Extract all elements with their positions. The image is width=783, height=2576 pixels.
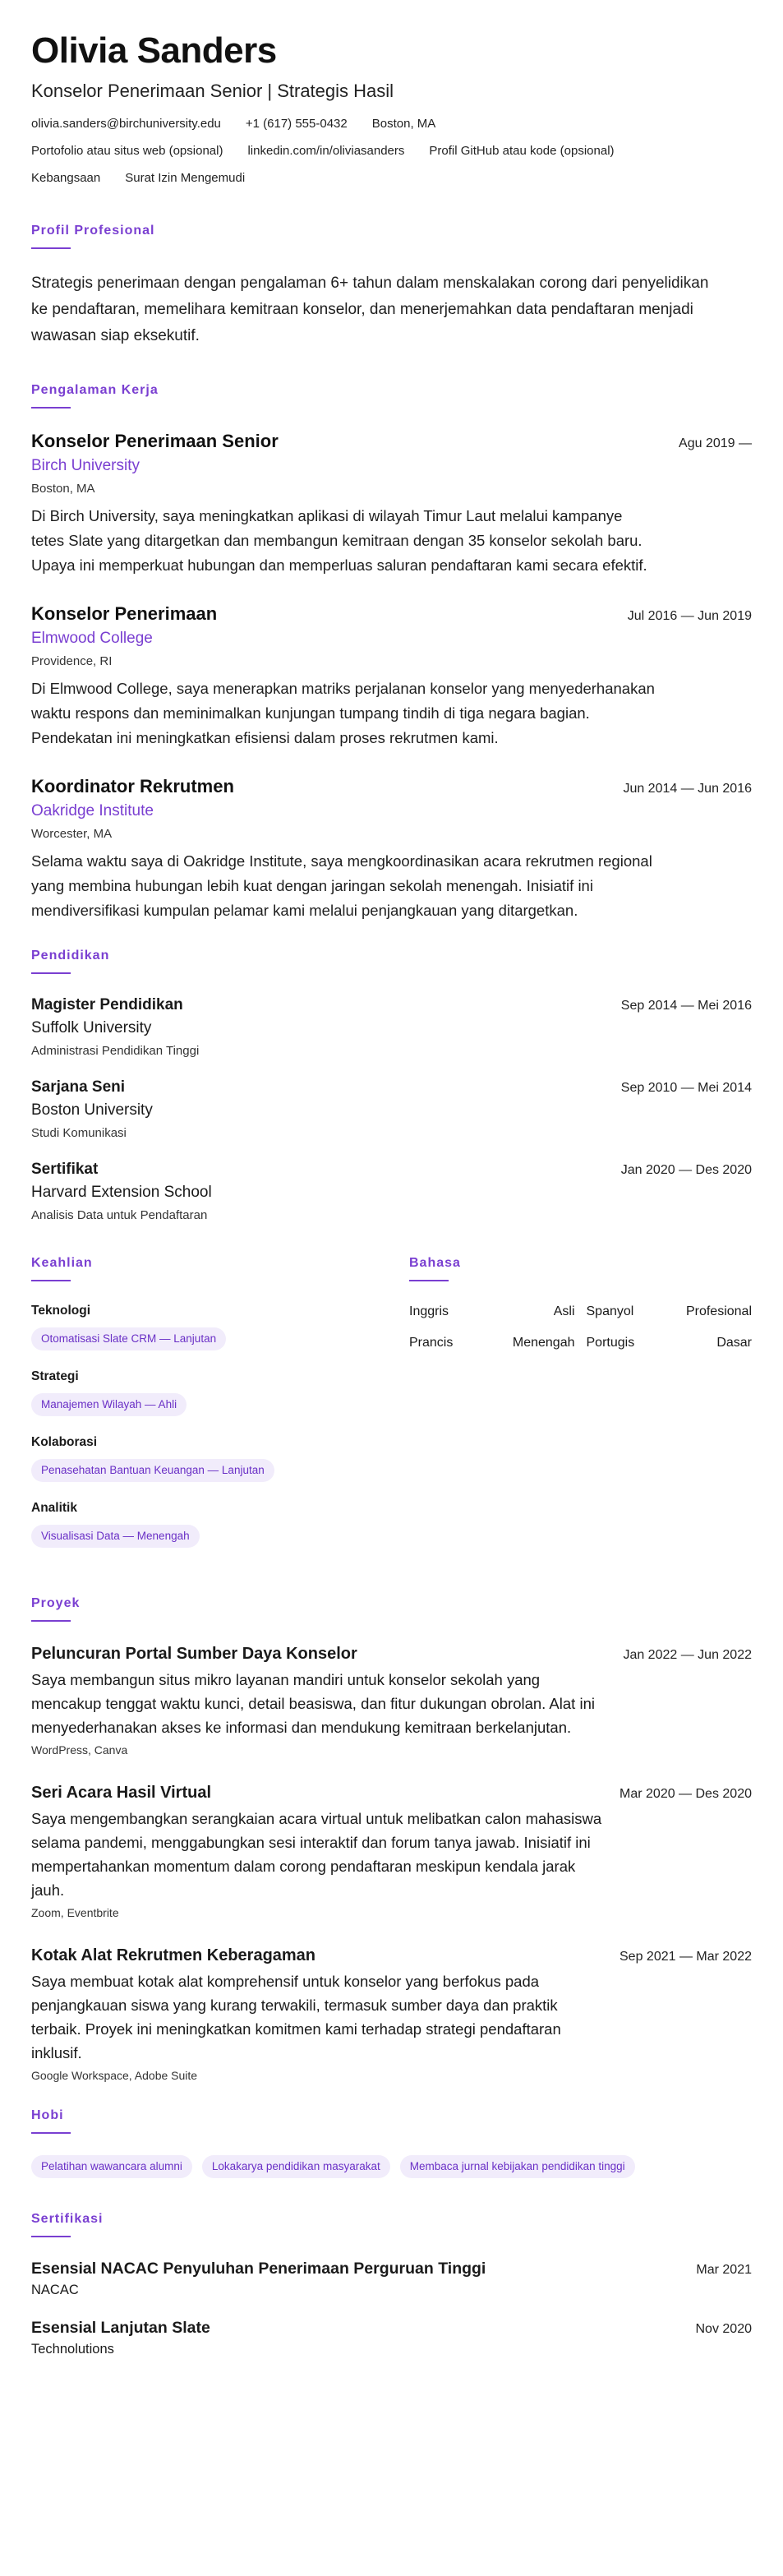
language-item <box>409 1303 575 1321</box>
certification-entry <box>31 2259 752 2298</box>
skills-languages-row <box>31 1255 752 1566</box>
hobby-tag: Lokakarya pendidikan masyarakat <box>202 2155 390 2178</box>
section-divider <box>409 1280 449 1281</box>
job-title: Koordinator Rekrutmen <box>31 776 234 796</box>
project-description: Saya membangun situs mikro layanan mandiri untuk konselor sekolah yang mencakup tenggat waktu kunci, detail beasiswa, dan fitur dukungan obrolan. Alat ini menyederhanakan akses ke informasi dan mendukung kemitraan berkelanjutan. <box>31 1671 595 1736</box>
project-date: Sep 2021 — Mar 2022 <box>619 1950 752 1964</box>
project-title: Kotak Alat Rekrutmen Keberagaman <box>31 1946 316 1964</box>
language-level: Asli <box>553 1304 575 1318</box>
contact-row-extra <box>31 169 752 196</box>
section-divider <box>31 1620 71 1622</box>
job-description: Selama waktu saya di Oakridge Institute, saya mengkoordinasikan acara rekrutmen regional yang membina hubungan lebih kuat dengan jaringan sekolah menengah. Inisiatif ini mendiversifikasi kumpulan pelamar kami melalui penjangkauan yang ditargetkan. <box>31 852 652 919</box>
contact-driving-license: Surat Izin Mengemudi <box>125 171 246 185</box>
section-divider <box>31 247 71 249</box>
job-description: Di Birch University, saya meningkatkan aplikasi di wilayah Timur Laut melalui kampanye tetes Slate yang ditargetkan dan membangun kemitraan dengan 35 konselor sekolah baru. Upaya ini memperkuat hubungan dan memperluas saluran pendaftaran kami secara efektif. <box>31 507 647 574</box>
project-entry <box>31 1945 752 2083</box>
education-field: Administrasi Pendidikan Tinggi <box>31 1044 200 1058</box>
education-section <box>31 948 752 1224</box>
section-divider <box>31 2236 71 2237</box>
certifications-section <box>31 2211 752 2357</box>
skill-category: Teknologi <box>31 1304 91 1318</box>
section-title: Keahlian <box>31 1256 93 1270</box>
education-school: Harvard Extension School <box>31 1184 212 1201</box>
job-date: Jul 2016 — Jun 2019 <box>627 609 752 623</box>
contact-location: Boston, MA <box>371 117 436 131</box>
contact-nationality: Kebangsaan <box>31 171 101 185</box>
section-title: Sertifikasi <box>31 2212 104 2226</box>
education-degree: Sertifikat <box>31 1161 99 1178</box>
job-date: Agu 2019 — <box>679 436 752 450</box>
job-title: Konselor Penerimaan <box>31 603 218 624</box>
education-entry <box>31 995 752 1059</box>
skill-group <box>31 1369 409 1416</box>
section-divider <box>31 972 71 974</box>
project-description: Saya mengembangkan serangkaian acara virtual untuk melibatkan calon mahasiswa selama pandemi, menggabungkan sesi interaktif dan forum tanya jawab. Inisiatif ini mempertahankan momentum dalam corong pendaftaran meskipun kendala jarak jauh. <box>31 1810 602 1899</box>
contact-email: olivia.sanders@birchuniversity.edu <box>31 117 221 131</box>
job-entry <box>31 775 752 923</box>
profile-section <box>31 223 752 349</box>
candidate-headline: Konselor Penerimaan Senior | Strategis Hasil <box>31 81 394 101</box>
experience-section <box>31 382 752 923</box>
section-title: Pengalaman Kerja <box>31 383 159 397</box>
education-date: Sep 2010 — Mei 2014 <box>620 1081 752 1095</box>
certification-issuer: NACAC <box>31 2283 79 2297</box>
job-description: Di Elmwood College, saya menerapkan matriks perjalanan konselor yang menyederhanakan waktu respons dan meminimalkan kunjungan tumpang tindih di tiga negara bagian. Pendekatan ini meningkatkan efisiensi dalam proses rekrutmen kami. <box>31 680 655 746</box>
job-company: Elmwood College <box>31 630 153 647</box>
contact-github: Profil GitHub atau kode (opsional) <box>429 144 615 158</box>
skill-category: Analitik <box>31 1501 77 1515</box>
certification-title: Esensial Lanjutan Slate <box>31 2319 210 2337</box>
language-level: Menengah <box>512 1336 575 1350</box>
skill-tag: Penasehatan Bantuan Keuangan — Lanjutan <box>31 1459 274 1482</box>
skills-section <box>31 1255 409 1566</box>
candidate-name: Olivia Sanders <box>31 30 277 71</box>
job-location: Boston, MA <box>31 482 95 496</box>
profile-summary: Strategis penerimaan dengan pengalaman 6+ tahun dalam menskalakan corong dari penyelidikan ke pendaftaran, memelihara kemitraan konselor, dan menerjemahkan data pendaftaran menjadi wawasan siap eksekutif. <box>31 275 709 344</box>
project-title: Seri Acara Hasil Virtual <box>31 1784 212 1802</box>
section-divider <box>31 407 71 409</box>
language-level: Dasar <box>716 1336 752 1350</box>
contact-linkedin: linkedin.com/in/oliviasanders <box>247 144 405 158</box>
section-divider <box>31 1280 71 1281</box>
job-company: Oakridge Institute <box>31 802 154 819</box>
contact-row-primary <box>31 115 752 142</box>
skill-tag: Visualisasi Data — Menengah <box>31 1525 200 1548</box>
project-date: Jan 2022 — Jun 2022 <box>623 1648 752 1662</box>
hobby-list <box>31 2155 752 2178</box>
hobby-tag: Membaca jurnal kebijakan pendidikan tinggi <box>400 2155 635 2178</box>
certification-date: Mar 2021 <box>696 2263 752 2277</box>
language-level: Profesional <box>685 1304 752 1318</box>
job-entry <box>31 430 752 578</box>
education-entry <box>31 1078 752 1142</box>
contact-portfolio: Portofolio atau situs web (opsional) <box>31 144 223 158</box>
projects-section <box>31 1595 752 2083</box>
language-name: Prancis <box>409 1336 454 1350</box>
project-entry <box>31 1782 752 1920</box>
language-list <box>409 1303 752 1352</box>
skill-group <box>31 1303 409 1350</box>
job-entry <box>31 602 752 750</box>
language-name: Spanyol <box>586 1304 634 1318</box>
skill-tag: Manajemen Wilayah — Ahli <box>31 1393 187 1416</box>
language-item <box>587 1303 753 1321</box>
section-title: Pendidikan <box>31 949 110 963</box>
hobby-tag: Pelatihan wawancara alumni <box>31 2155 192 2178</box>
job-location: Providence, RI <box>31 654 113 668</box>
project-tools: Google Workspace, Adobe Suite <box>31 2069 198 2082</box>
project-description: Saya membuat kotak alat komprehensif untuk konselor yang berfokus pada penjangkauan siswa yang kurang terwakili, termasuk sumber daya dan praktik terbaik. Proyek ini meningkatkan komitmen kami terhadap strategi pendaftaran inklusif. <box>31 1973 561 2061</box>
resume-header <box>31 30 752 196</box>
education-school: Suffolk University <box>31 1019 152 1036</box>
language-item <box>409 1334 575 1352</box>
section-title: Hobi <box>31 2108 64 2122</box>
skill-category: Strategi <box>31 1369 79 1383</box>
section-title: Profil Profesional <box>31 224 155 238</box>
certification-title: Esensial NACAC Penyuluhan Penerimaan Perguruan Tinggi <box>31 2260 486 2278</box>
contact-phone: +1 (617) 555-0432 <box>245 117 348 131</box>
job-title: Konselor Penerimaan Senior <box>31 431 279 451</box>
skill-group <box>31 1434 409 1482</box>
skill-category: Kolaborasi <box>31 1435 98 1449</box>
education-field: Studi Komunikasi <box>31 1126 127 1140</box>
section-title: Bahasa <box>409 1256 461 1270</box>
certification-date: Nov 2020 <box>695 2322 752 2336</box>
skill-group <box>31 1500 409 1548</box>
project-entry <box>31 1643 752 1757</box>
education-entry <box>31 1160 752 1224</box>
certification-entry <box>31 2318 752 2357</box>
project-date: Mar 2020 — Des 2020 <box>619 1787 752 1801</box>
education-date: Sep 2014 — Mei 2016 <box>620 999 752 1013</box>
language-name: Inggris <box>409 1304 449 1318</box>
section-divider <box>31 2132 71 2134</box>
language-item <box>587 1334 753 1352</box>
job-company: Birch University <box>31 457 140 474</box>
education-degree: Sarjana Seni <box>31 1078 126 1096</box>
project-title: Peluncuran Portal Sumber Daya Konselor <box>31 1645 357 1663</box>
certification-issuer: Technolutions <box>31 2342 114 2357</box>
job-date: Jun 2014 — Jun 2016 <box>623 782 752 796</box>
hobbies-section <box>31 2107 752 2178</box>
section-title: Proyek <box>31 1596 81 1610</box>
education-school: Boston University <box>31 1101 153 1119</box>
contact-row-links <box>31 142 752 169</box>
education-degree: Magister Pendidikan <box>31 996 183 1013</box>
education-date: Jan 2020 — Des 2020 <box>620 1163 752 1177</box>
project-tools: WordPress, Canva <box>31 1743 128 1757</box>
languages-section <box>409 1255 752 1566</box>
project-tools: Zoom, Eventbrite <box>31 1906 119 1919</box>
skill-tag: Otomatisasi Slate CRM — Lanjutan <box>31 1327 226 1350</box>
education-field: Analisis Data untuk Pendaftaran <box>31 1208 208 1222</box>
job-location: Worcester, MA <box>31 827 113 841</box>
language-name: Portugis <box>586 1336 635 1350</box>
